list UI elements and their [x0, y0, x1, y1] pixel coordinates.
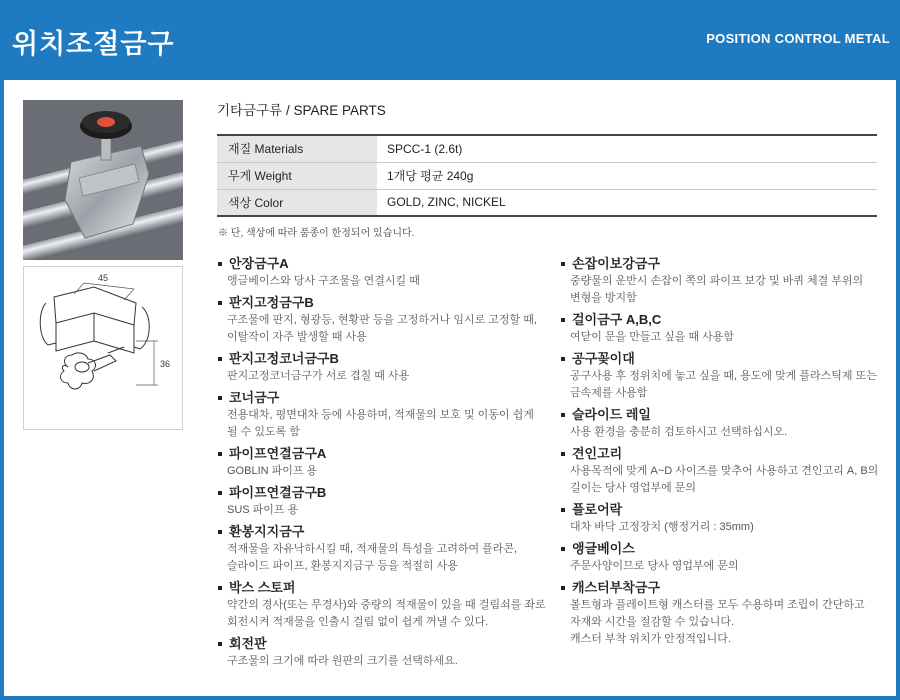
- item-title: 판지고정코너금구B: [217, 350, 552, 368]
- item-title: 안장금구A: [217, 255, 552, 273]
- list-item: [560, 445, 890, 497]
- list-item: [217, 523, 552, 575]
- spec-label: 무게 Weight: [217, 162, 377, 189]
- item-desc: 구조물의 크기에 따라 원판의 크기를 선택하세요.: [227, 655, 458, 667]
- list-item: [217, 294, 552, 346]
- item-desc: 적재물을 자유낙하시킬 때, 적재물의 특성을 고려하여 플라콘, 슬라이드 파이프, 환봉지지금구 등을 적절히 사용: [227, 543, 518, 572]
- item-title: 환봉지지금구: [217, 523, 552, 541]
- item-title: 파이프연결금구A: [217, 445, 552, 463]
- item-desc: 여닫이 문을 만들고 싶을 때 사용함: [570, 331, 735, 343]
- spec-row-material: [217, 135, 877, 162]
- item-title: 손잡이보강금구: [560, 255, 890, 273]
- spec-value: 1개당 평균 240g: [377, 162, 877, 189]
- item-title: 견인고리: [560, 445, 890, 463]
- list-item: [560, 540, 890, 575]
- list-item: [217, 635, 552, 670]
- item-desc: 공구사용 후 정위치에 놓고 싶을 때, 용도에 맞게 플라스틱제 또는 금속제를 사용함: [570, 370, 877, 399]
- item-title: 회전판: [217, 635, 552, 653]
- spec-label: 색상 Color: [217, 189, 377, 216]
- list-item: [560, 406, 890, 441]
- list-item: [560, 350, 890, 402]
- list-item: [217, 350, 552, 385]
- page-header: [0, 0, 900, 80]
- item-title: 파이프연결금구B: [217, 484, 552, 502]
- page-subtitle: POSITION CONTROL METAL: [706, 31, 890, 46]
- spec-value: GOLD, ZINC, NICKEL: [387, 195, 506, 210]
- section-title: 기타금구류 / SPARE PARTS: [217, 103, 386, 118]
- item-title: 플로어락: [560, 501, 890, 519]
- list-item: [560, 255, 890, 307]
- list-item: [560, 311, 890, 346]
- dimension-height-label: 36: [160, 359, 171, 369]
- list-item: [217, 579, 552, 631]
- item-desc: 약간의 경사(또는 무경사)와 중량의 적재물이 있을 때 걸림쇠를 좌로 회전시켜 적재물을 인출시 걸림 없이 쉽게 꺼낼 수 있다.: [227, 599, 546, 628]
- list-item: [560, 579, 890, 648]
- color-note: ※ 단, 색상에 따라 품종이 한정되어 있습니다.: [218, 228, 415, 239]
- list-item: [217, 389, 552, 441]
- spec-value: SPCC-1 (2.6t): [377, 135, 877, 162]
- product-photo: [23, 100, 183, 260]
- spec-row-weight: [217, 162, 877, 189]
- spec-table: [217, 134, 877, 217]
- item-title: 슬라이드 레일: [560, 406, 890, 424]
- item-desc: 앵글베이스와 당사 구조물을 연결시킬 때: [227, 275, 420, 287]
- item-desc: 사용목적에 맞게 A~D 사이즈를 맞추어 사용하고 견인고리 A, B의 길이는 당사 영업부에 문의: [570, 465, 879, 494]
- item-desc: 구조물에 판지, 형광등, 현황판 등을 고정하거나 임시로 고정할 때, 이탈작이 자주 발생할 때 사용: [227, 314, 537, 343]
- item-title: 코너금구: [217, 389, 552, 407]
- parts-list-left: [217, 255, 552, 674]
- list-item: [217, 255, 552, 290]
- item-desc: 주문사양이므로 당사 영업부에 문의: [570, 560, 739, 572]
- item-desc: 대차 바닥 고정장치 (행정거리 : 35mm): [570, 521, 754, 533]
- item-title: 캐스터부착금구: [560, 579, 890, 597]
- dimension-width-label: 45: [98, 273, 109, 283]
- item-title: 박스 스토퍼: [217, 579, 552, 597]
- item-desc: 사용 환경을 충분히 검토하시고 선택하십시오.: [570, 426, 788, 438]
- list-item: [560, 501, 890, 536]
- list-item: [217, 445, 552, 480]
- spec-label: 재질 Materials: [217, 135, 377, 162]
- item-desc: 중량물의 운반시 손잡이 쪽의 파이프 보강 및 바퀴 체결 부위의 변형을 방지함: [570, 275, 864, 304]
- spec-row-color: [217, 189, 877, 216]
- item-title: 앵글베이스: [560, 540, 890, 558]
- item-desc: 볼트형과 플레이트형 캐스터를 모두 수용하며 조립이 간단하고 자재와 시간을 절감할 수 있습니다. 캐스터 부착 위치가 안정적입니다.: [570, 599, 865, 645]
- item-desc: 판지고정코너금구가 서로 겹칠 때 사용: [227, 370, 410, 382]
- item-desc: SUS 파이프 용: [227, 504, 299, 516]
- list-item: [217, 484, 552, 519]
- parts-list-right: [560, 255, 890, 652]
- item-title: 판지고정금구B: [217, 294, 552, 312]
- item-title: 걸이금구 A,B,C: [560, 311, 890, 329]
- item-desc: 전용대차, 평면대차 등에 사용하며, 적재물의 보호 및 이동이 쉽게 될 수 있도록 함: [227, 409, 534, 438]
- page-title: 위치조절금구: [12, 29, 175, 60]
- item-title: 공구꽂이대: [560, 350, 890, 368]
- dimension-drawing: [23, 266, 183, 430]
- item-desc: GOBLIN 파이프 용: [227, 465, 318, 477]
